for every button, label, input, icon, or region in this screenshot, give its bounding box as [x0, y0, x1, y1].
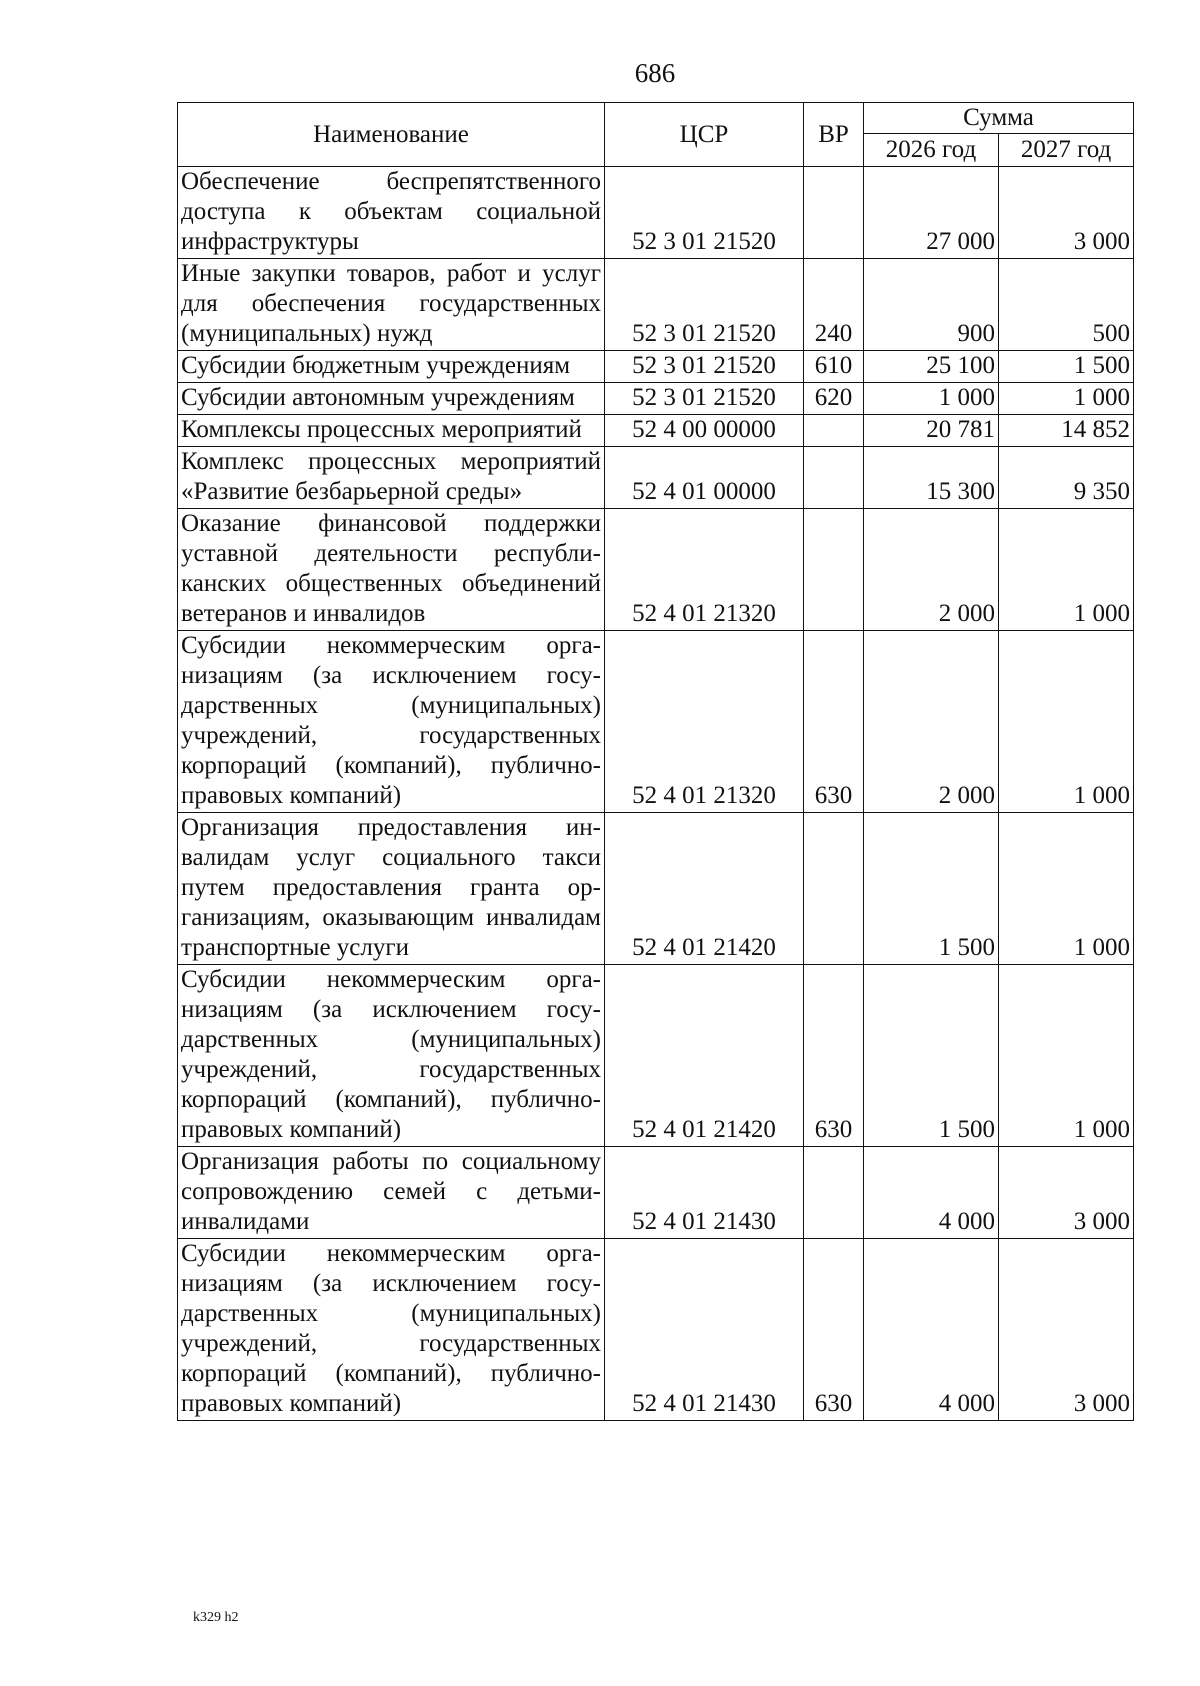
- row-csr: 52 4 01 21420: [605, 813, 804, 965]
- row-sum-2026: 2 000: [864, 631, 999, 813]
- row-sum-2027: 1 500: [999, 351, 1134, 383]
- table-row: [178, 631, 1134, 813]
- row-sum-2027: 3 000: [999, 1147, 1134, 1239]
- table-row: [178, 415, 1134, 447]
- row-name: Субсидии бюджетным учреждениям: [178, 351, 605, 383]
- table-row: [178, 1239, 1134, 1421]
- row-sum-2026: 1 500: [864, 965, 999, 1147]
- row-vr: [804, 509, 864, 631]
- row-name: Субсидии автономным учреждениям: [178, 383, 605, 415]
- row-sum-2026: 27 000: [864, 167, 999, 259]
- row-csr: 52 4 01 00000: [605, 447, 804, 509]
- row-sum-2027: 3 000: [999, 167, 1134, 259]
- row-csr: 52 3 01 21520: [605, 167, 804, 259]
- page-number: 686: [634, 58, 676, 88]
- row-sum-2026: 20 781: [864, 415, 999, 447]
- table-row: [178, 383, 1134, 415]
- row-sum-2026: 900: [864, 259, 999, 351]
- row-sum-2027: 14 852: [999, 415, 1134, 447]
- table-row: [178, 259, 1134, 351]
- row-csr: 52 4 01 21430: [605, 1239, 804, 1421]
- row-name: Иные закупки товаров, работ и услуг для обеспечения государственных (муниципальных) нужд: [178, 259, 605, 351]
- row-vr: [804, 447, 864, 509]
- row-sum-2026: 4 000: [864, 1239, 999, 1421]
- row-vr: 630: [804, 1239, 864, 1421]
- table-row: [178, 447, 1134, 509]
- row-name: Организация предоставления инвалидам услуг социального такси путем предоставления гранта организациям, оказывающим инвалидам транспортные услуги: [178, 813, 605, 965]
- table-row: [178, 813, 1134, 965]
- row-csr: 52 4 01 21320: [605, 631, 804, 813]
- row-vr: [804, 167, 864, 259]
- row-vr: [804, 1147, 864, 1239]
- row-name: Обеспечение беспрепятственного доступа к объектам социальной инфраструктуры: [178, 167, 605, 259]
- row-sum-2026: 1 500: [864, 813, 999, 965]
- row-sum-2027: 3 000: [999, 1239, 1134, 1421]
- header-name: Наименование: [178, 103, 605, 167]
- row-vr: [804, 415, 864, 447]
- row-csr: 52 3 01 21520: [605, 259, 804, 351]
- budget-table: [177, 102, 1134, 1421]
- row-sum-2027: 1 000: [999, 631, 1134, 813]
- row-vr: 610: [804, 351, 864, 383]
- footer-code: k329 h2: [193, 1610, 239, 1625]
- row-vr: 240: [804, 259, 864, 351]
- row-sum-2027: 1 000: [999, 383, 1134, 415]
- row-name: Субсидии некоммерческим организациям (за исключением государственных (муниципальных) учреждений, государственных корпораций (компаний), публично-правовых компаний): [178, 965, 605, 1147]
- row-sum-2027: 1 000: [999, 509, 1134, 631]
- row-name: Комплексы процессных мероприятий: [178, 415, 605, 447]
- row-sum-2026: 4 000: [864, 1147, 999, 1239]
- row-sum-2026: 1 000: [864, 383, 999, 415]
- row-name: Субсидии некоммерческим организациям (за исключением государственных (муниципальных) учреждений, государственных корпораций (компаний), публично-правовых компаний): [178, 631, 605, 813]
- row-vr: [804, 813, 864, 965]
- row-vr: 630: [804, 631, 864, 813]
- row-vr: 630: [804, 965, 864, 1147]
- row-name: Комплекс процессных мероприятий «Развитие безбарьерной среды»: [178, 447, 605, 509]
- row-sum-2026: 25 100: [864, 351, 999, 383]
- row-name: Организация работы по социальному сопровождению семей с детьми-инвалидами: [178, 1147, 605, 1239]
- row-sum-2026: 15 300: [864, 447, 999, 509]
- row-csr: 52 4 01 21320: [605, 509, 804, 631]
- row-csr: 52 4 01 21420: [605, 965, 804, 1147]
- table-row: [178, 167, 1134, 259]
- table-row: [178, 351, 1134, 383]
- header-sum: Сумма: [864, 103, 1134, 134]
- table-row: [178, 965, 1134, 1147]
- row-sum-2027: 1 000: [999, 965, 1134, 1147]
- row-csr: 52 4 00 00000: [605, 415, 804, 447]
- table-row: [178, 509, 1134, 631]
- row-csr: 52 3 01 21520: [605, 383, 804, 415]
- table-row: [178, 1147, 1134, 1239]
- row-name: Субсидии некоммерческим организациям (за исключением государственных (муниципальных) учреждений, государственных корпораций (компаний), публично-правовых компаний): [178, 1239, 605, 1421]
- row-csr: 52 3 01 21520: [605, 351, 804, 383]
- header-year-2026: 2026 год: [864, 134, 999, 167]
- row-sum-2027: 1 000: [999, 813, 1134, 965]
- row-name: Оказание финансовой поддержки уставной деятельности республиканских общественных объединений ветеранов и инвалидов: [178, 509, 605, 631]
- row-sum-2027: 500: [999, 259, 1134, 351]
- row-csr: 52 4 01 21430: [605, 1147, 804, 1239]
- row-sum-2027: 9 350: [999, 447, 1134, 509]
- header-csr: ЦСР: [605, 103, 804, 167]
- row-vr: 620: [804, 383, 864, 415]
- row-sum-2026: 2 000: [864, 509, 999, 631]
- header-vr: ВР: [804, 103, 864, 167]
- header-year-2027: 2027 год: [999, 134, 1134, 167]
